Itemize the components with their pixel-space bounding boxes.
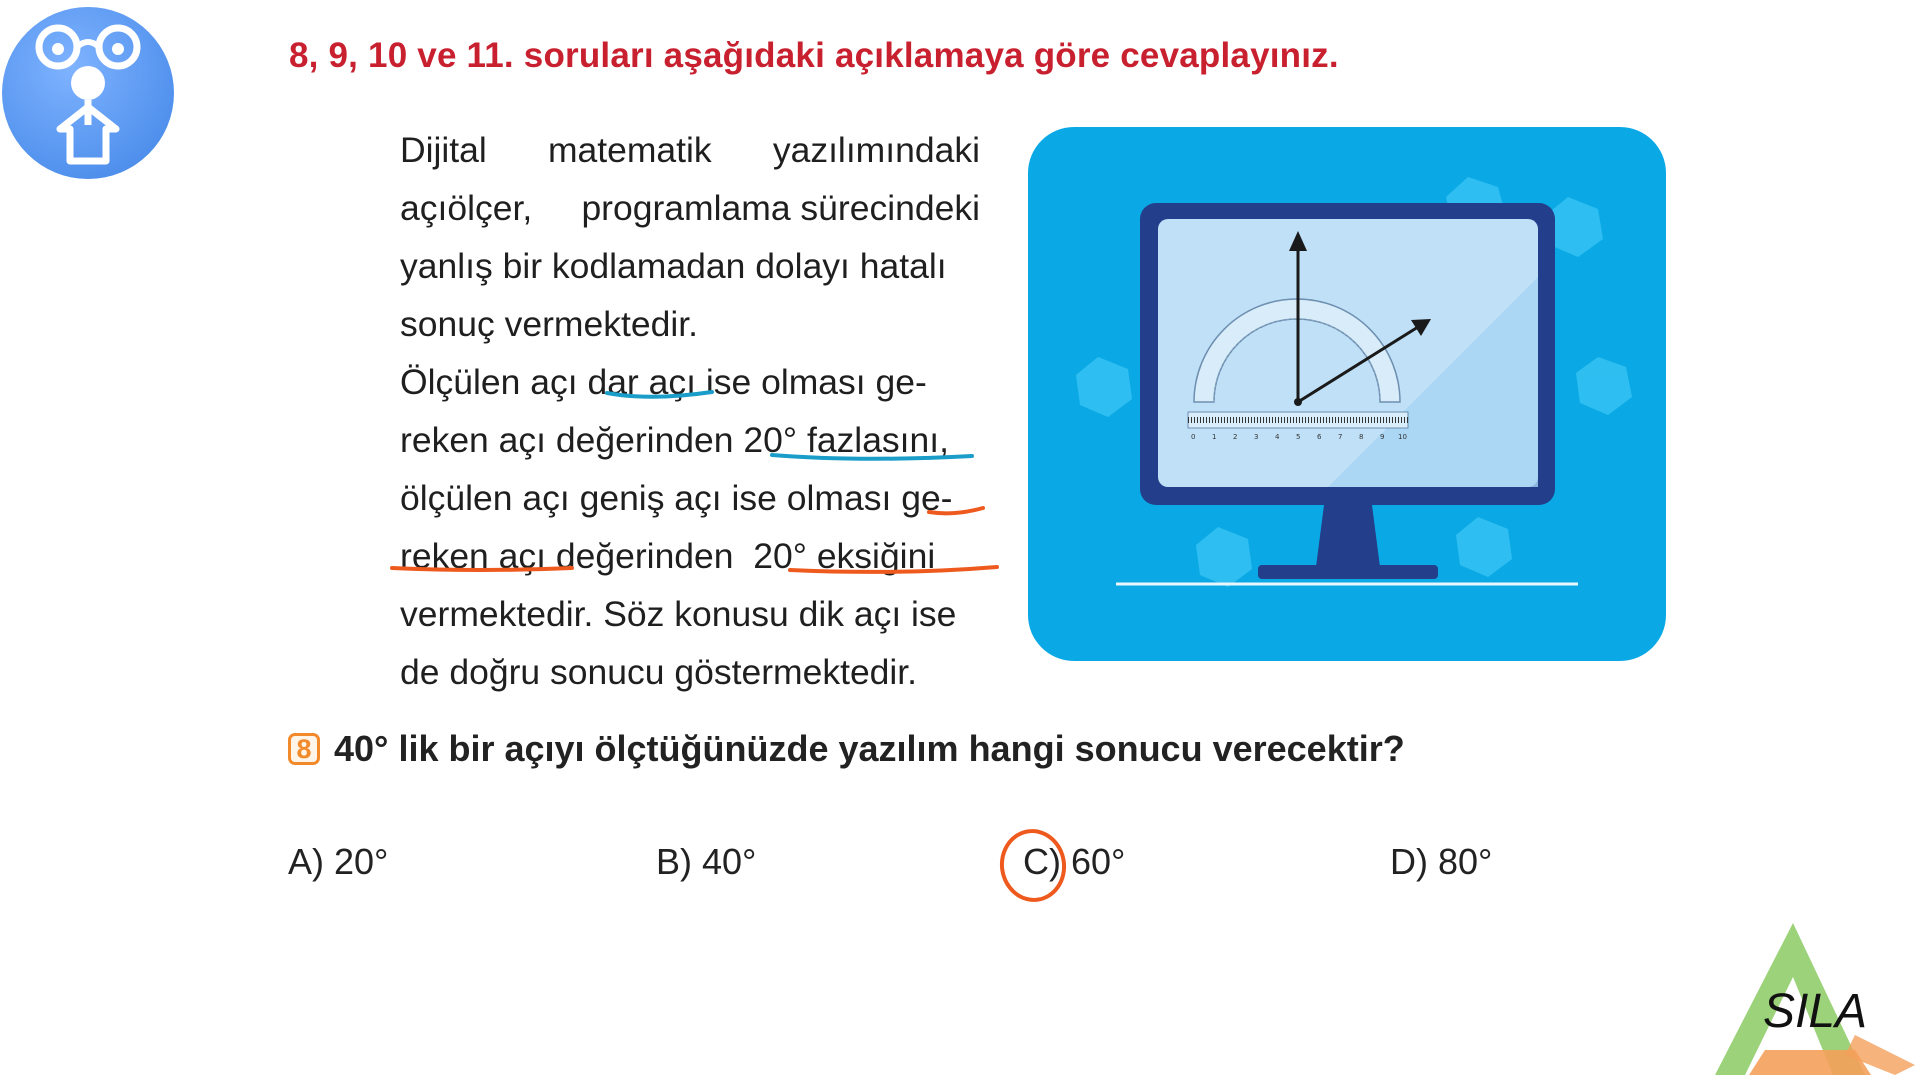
question-number-badge: 8 [288,733,320,765]
passage-line-9 [400,585,980,643]
sila-logo-icon [1705,915,1919,1080]
passage-line-1 [400,121,980,179]
passage-word: Ölçülen açı dar açı ise olması ge- [400,362,927,402]
teacher-glasses-logo-icon [2,7,174,179]
svg-text:8: 8 [1359,433,1364,441]
passage-word: Dijital [400,130,487,170]
question-text: 40° lik bir açıyı ölçtüğünüzde yazılım hangi sonucu verecektir? [334,728,1405,769]
passage-line-7 [400,469,980,527]
svg-text:6: 6 [1317,433,1322,441]
svg-text:10: 10 [1398,433,1407,441]
svg-text:7: 7 [1338,433,1343,441]
svg-text:2: 2 [1233,433,1238,441]
passage-word: yanlış bir kodlamadan dolayı hatalı [400,246,947,286]
passage-word: ölçülen açı geniş açı ise olması ge- [400,478,953,518]
svg-text:1: 1 [1212,433,1217,441]
monitor-stand [1316,505,1380,567]
passage-word: vermektedir. Söz konusu dik açı ise [400,594,957,634]
passage-line-6 [400,411,980,469]
passage-word: reken açı değerinden 20° fazlasını, [400,420,950,460]
svg-text:4: 4 [1275,433,1280,441]
svg-text:3: 3 [1254,433,1259,441]
passage-word: programlama sürecindeki [581,188,980,228]
passage-word: de doğru sonucu göstermektedir. [400,652,918,692]
svg-text:5: 5 [1296,433,1301,441]
instruction-header: 8, 9, 10 ve 11. soruları aşağıdaki açıklamaya göre cevaplayınız. [289,36,1339,75]
option-c[interactable]: C) 60° [1023,841,1126,882]
monitor-protractor-illustration [1028,127,1666,661]
option-a[interactable]: A) 20° [288,841,389,882]
passage-line-10 [400,643,980,701]
question-8 [288,728,1405,770]
answer-circle-mark [995,825,1071,906]
sila-logo-text: SILA [1763,985,1868,1038]
passage-word: sonuç vermektedir. [400,304,698,344]
passage-line-4 [400,295,980,353]
passage-text [400,121,980,701]
passage-line-3 [400,237,980,295]
option-b[interactable]: B) 40° [656,841,757,882]
svg-text:9: 9 [1380,433,1385,441]
passage-word: açıölçer, [400,188,533,228]
passage-line-2 [400,179,980,237]
passage-line-5 [400,353,980,411]
passage-line-8 [400,527,980,585]
svg-text:0: 0 [1191,433,1196,441]
passage-word: yazılımındaki [772,130,980,170]
passage-word: matematik [547,130,712,170]
passage-word: reken açı değerinden 20° eksiğini [400,536,936,576]
option-d[interactable]: D) 80° [1390,841,1493,882]
